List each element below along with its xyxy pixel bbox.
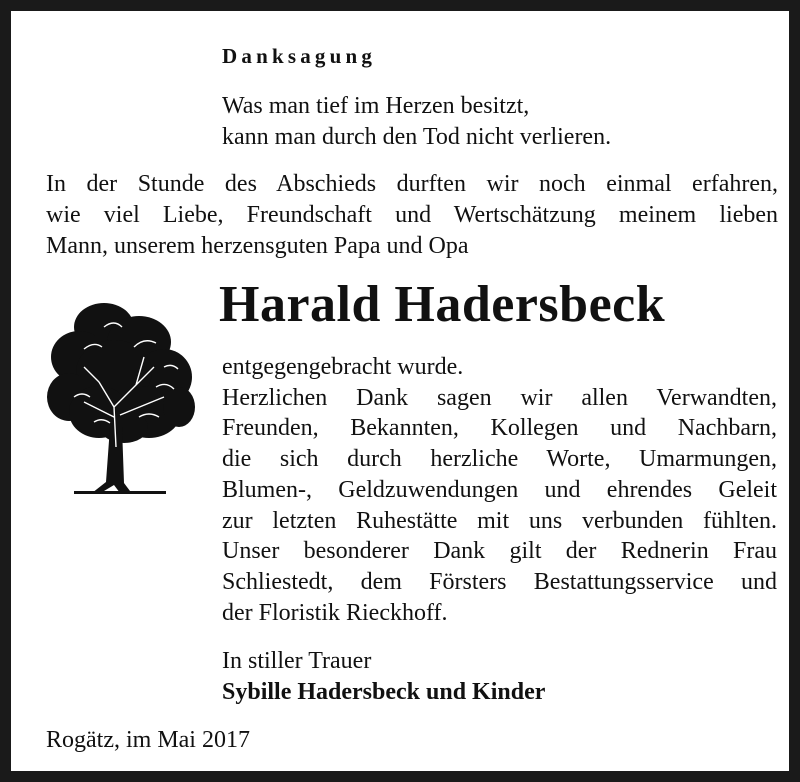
thanks-paragraph: [222, 352, 777, 628]
closing-phrase: In stiller Trauer: [222, 648, 372, 674]
notice-title: Danksagung: [222, 44, 377, 68]
place-date: Rogätz, im Mai 2017: [46, 727, 250, 753]
body-line: Freunden, Bekannten, Kollegen und Nachbarn,: [222, 415, 777, 442]
signature: Sybille Hadersbeck und Kinder: [222, 679, 546, 705]
intro-line: In der Stunde des Abschieds durften wir noch einmal erfahren,: [46, 171, 778, 197]
body-line: Blumen-, Geldzuwendungen und ehrendes Geleit: [222, 476, 777, 503]
tree-icon: [44, 297, 196, 497]
body-line: zur letzten Ruhestätte mit uns verbunden fühlten.: [222, 507, 777, 534]
intro-line: Mann, unserem herzensguten Papa und Opa: [46, 233, 469, 259]
deceased-name: Harald Hadersbeck: [219, 276, 666, 333]
body-line: entgegengebracht wurde.: [222, 354, 464, 380]
body-line: die sich durch herzliche Worte, Umarmungen,: [222, 446, 777, 473]
intro-paragraph: [46, 169, 778, 262]
quote-line-2: kann man durch den Tod nicht verlieren.: [222, 124, 612, 150]
intro-line: wie viel Liebe, Freundschaft und Wertschätzung meinem lieben: [46, 202, 778, 228]
body-line: Schliestedt, dem Försters Bestattungsservice und: [222, 568, 777, 595]
body-line: Unser besonderer Dank gilt der Rednerin Frau: [222, 538, 777, 565]
body-line: Herzlichen Dank sagen wir allen Verwandten,: [222, 384, 777, 411]
body-line: der Floristik Rieckhoff.: [222, 599, 448, 626]
quote-line-1: Was man tief im Herzen besitzt,: [222, 93, 530, 119]
